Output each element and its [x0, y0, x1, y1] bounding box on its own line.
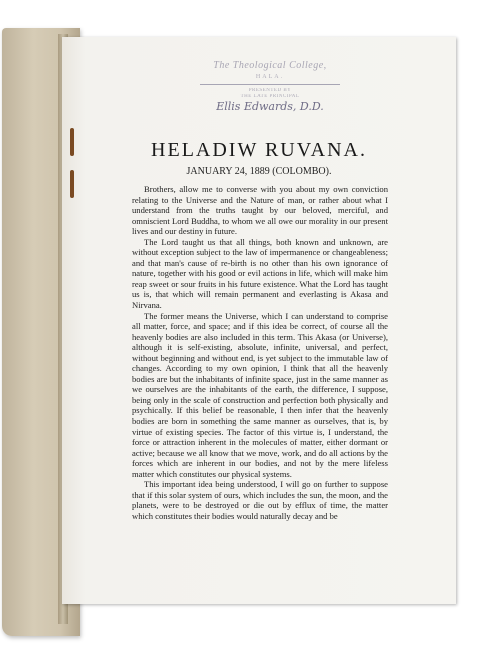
paragraph-1: Brothers, allow me to converse with you about my own conviction relating to the Universe and the Nature of man, or rather about what I understand from the truths taught by our beloved, merciful, and omniscient Lord Buddha, to whom we all owe our morality in our present lives and our destiny in future.	[132, 184, 388, 237]
page-title: HELADIW RUVANA.	[151, 139, 367, 161]
date-line: JANUARY 24, 1889 (COLOMBO).	[186, 166, 332, 177]
stamp-presenter-role: THE LATE PRINCIPAL	[240, 94, 300, 100]
stamp-signature: Ellis Edwards, D.D.	[216, 99, 324, 113]
stamp-presentation-box	[200, 84, 340, 113]
paragraph-2: The Lord taught us that all things, both known and unknown, are without exception subject to the law of impermanence or changeableness; and that man's cause of re-birth is no other than his own ignorance of nature, together with his good or evil actions in life, which will make him reap sweet or sour fruits in his future existence. What the Lord has taught us is, that which will remain permanent and everlasting is Akasa and Nirvana.	[132, 236, 388, 311]
stamp-institution: The Theological College,	[213, 60, 327, 71]
paragraph-4: This important idea being understood, I will go on further to suppose that if this solar system of ours, which includes the sun, the moon, and the planets, were to be destroyed or die out by efflux of time, the matter which constitutes their bodies would naturally decay and be	[132, 479, 388, 521]
body-text	[132, 184, 388, 522]
stamp-location: HALA.	[255, 73, 285, 80]
paragraph-3: The former means the Universe, which I can understand to comprise all matter, force, and space; and if this idea be correct, of course all the heavenly bodies are also included in this term. This Akasa (or Universe), although it is self-existing, absolute, infinite, universal, and perfect, without beginning and without end, is yet subject to the immutable law of changes. According to my own opinion, I think that all the heavenly bodies are but the inhabitants of infinite space, just in the same manner as we ourselves are the inhabitants of the earth, the difference, I suppose, being only in the scale of construction and perfection both physically and psychically. If this belief be reasonable, I then infer that the heavenly bodies are born in something the same manner as ourselves, that is, by virtue of existing species. The factor of this virtue is, I understand, the force or attraction inherent in the molecules of matter, either dormant or active; because we all know that we move, work, and do all actions by the forces which are inherent in our bodies, and not by the mere lifeless matter which constitutes our physical systems.	[132, 310, 388, 479]
stamp-presented-by: PRESENTED BY	[248, 88, 292, 94]
library-stamp	[170, 60, 370, 130]
